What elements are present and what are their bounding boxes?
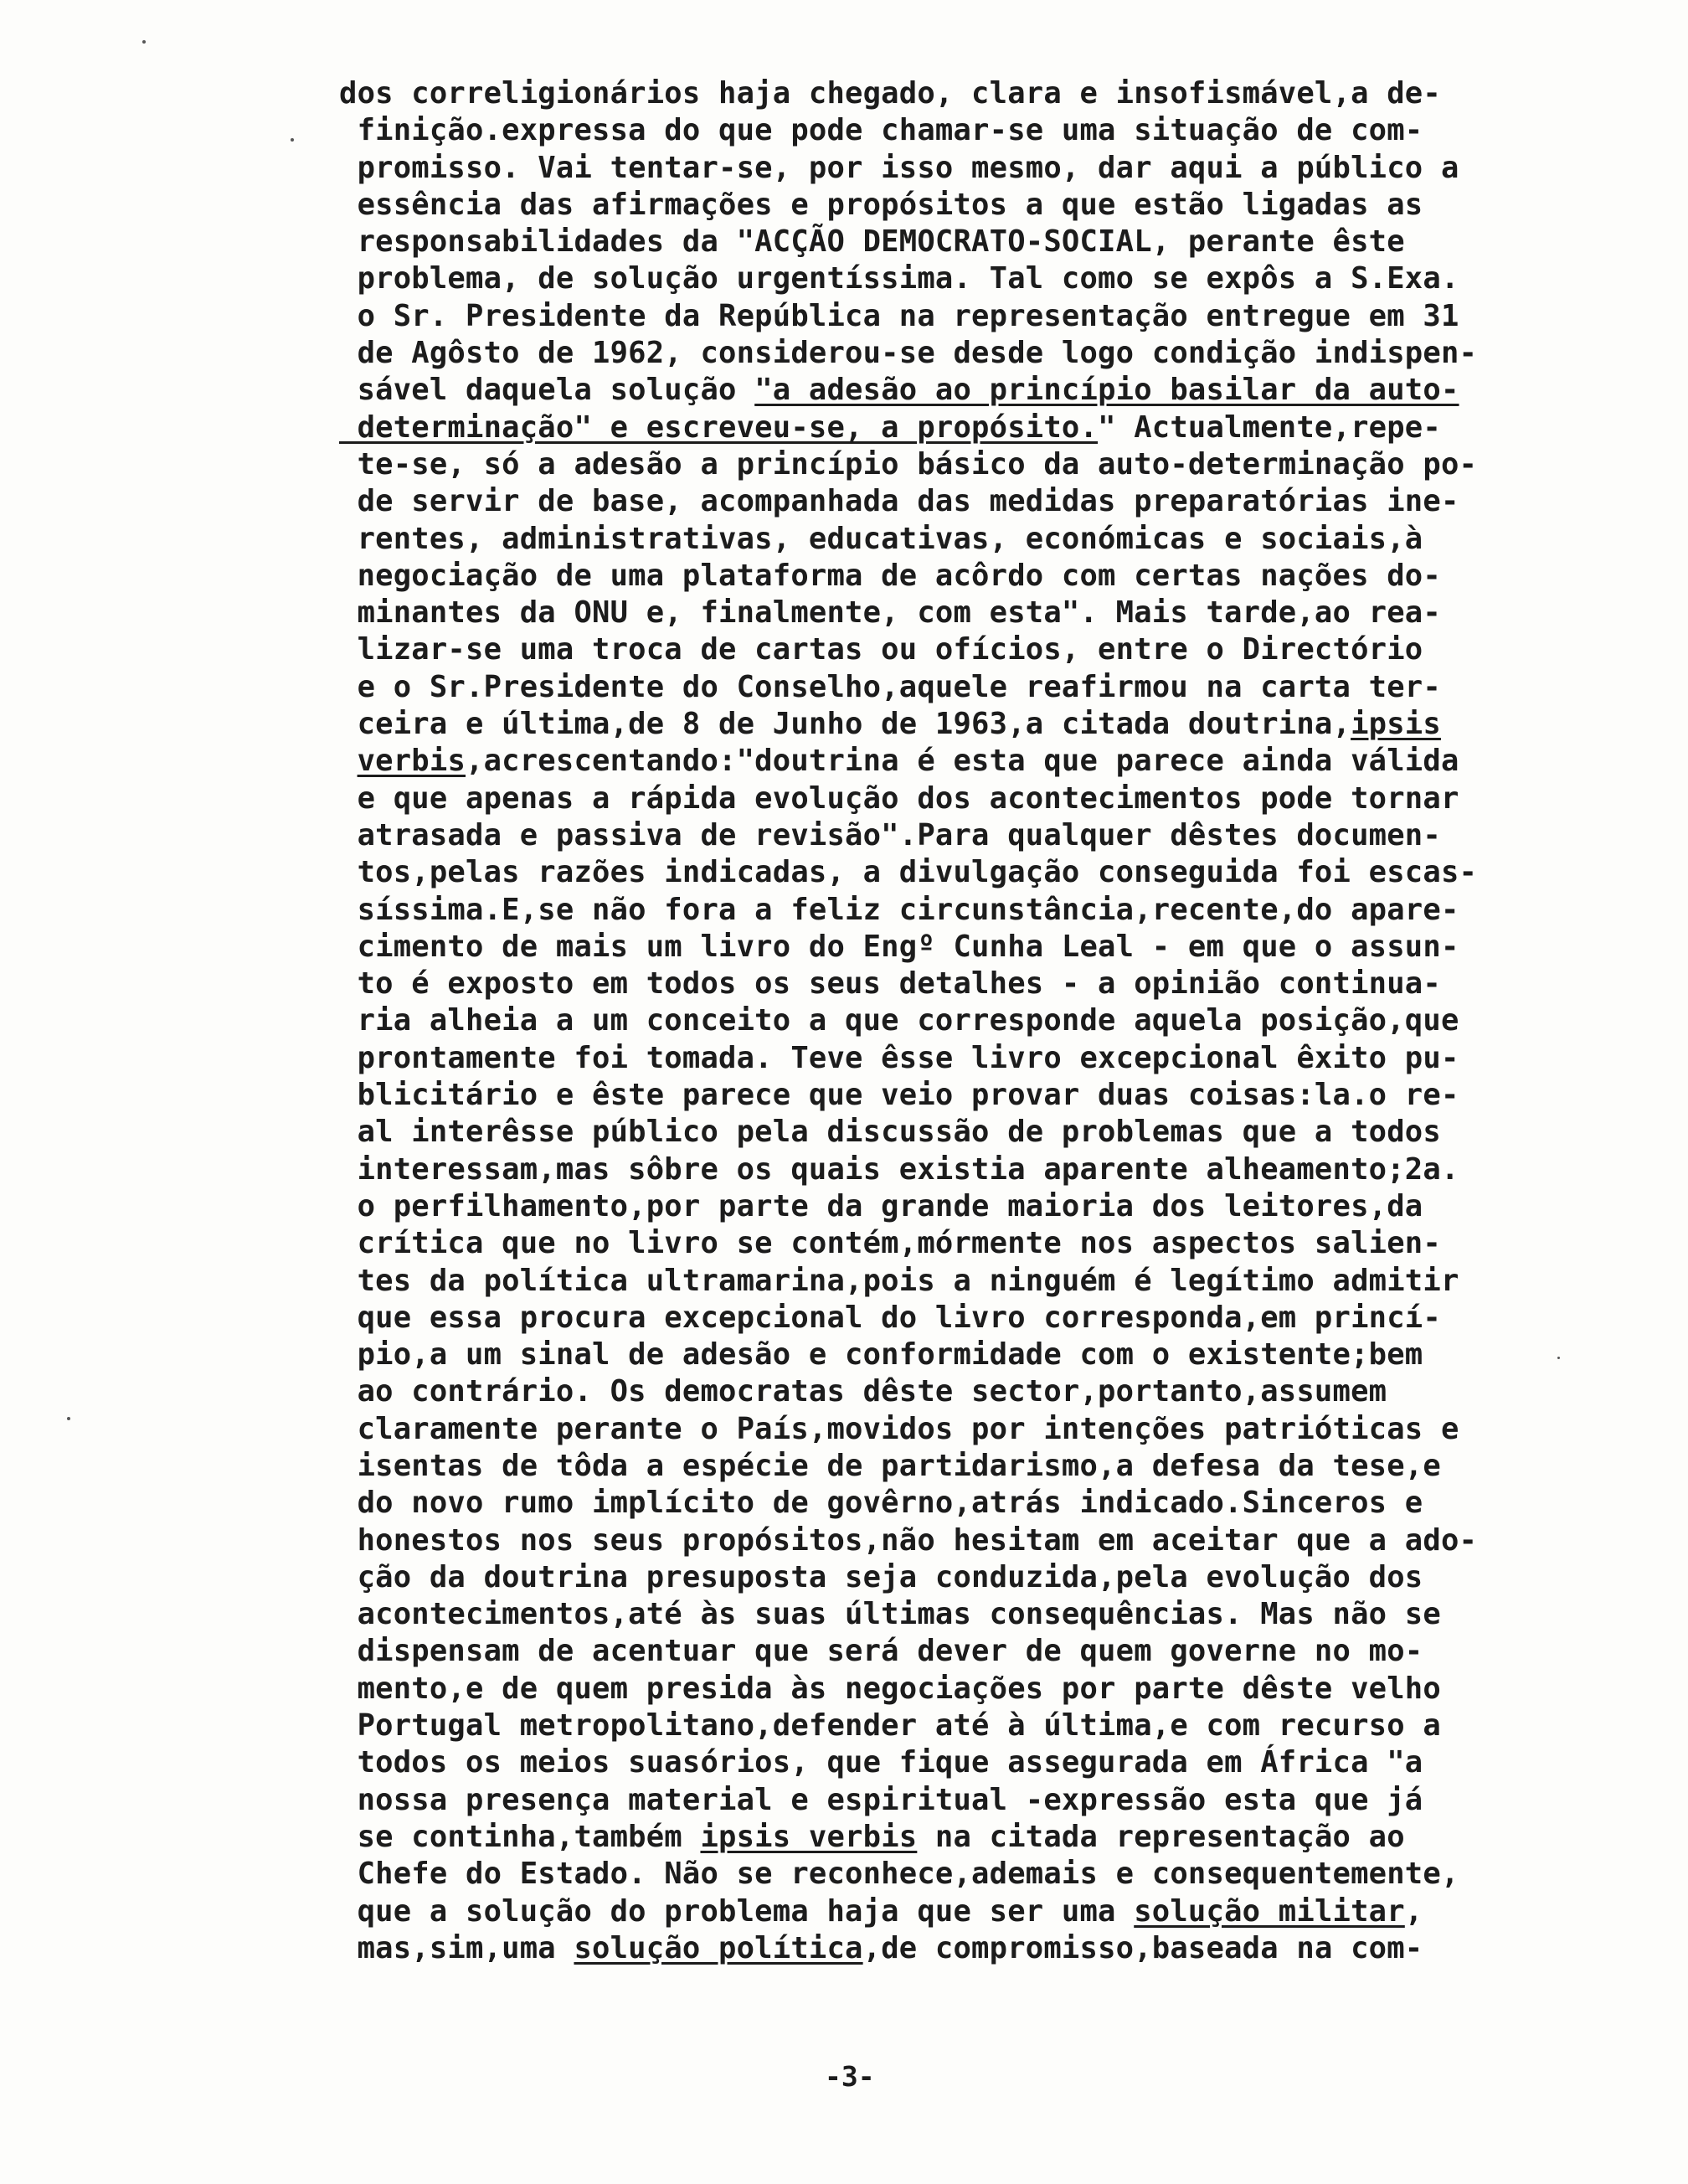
text-segment: do novo rumo implícito de govêrno,atrás indicado.Sinceros e xyxy=(339,1486,1423,1521)
text-segment: e o Sr.Presidente do Conselho,aquele reafirmou na carta ter- xyxy=(339,669,1441,704)
text-line xyxy=(339,150,1595,187)
text-line xyxy=(339,631,1595,668)
text-segment: que a solução do problema haja que ser uma xyxy=(339,1893,1135,1929)
underlined-phrase: solução política xyxy=(574,1930,863,1965)
text-line xyxy=(339,298,1595,335)
text-segment: ção da doutrina presuposta seja conduzida,pela evolução dos xyxy=(339,1559,1423,1594)
underlined-phrase: "a adesão ao princípio basilar da auto- xyxy=(754,373,1459,408)
text-segment: ria alheia a um conceito a que corresponde aquela posição,que xyxy=(339,1003,1459,1038)
text-segment: " Actualmente,repe- xyxy=(1098,410,1441,445)
text-line xyxy=(339,669,1595,706)
text-line xyxy=(339,75,1595,112)
text-segment: promisso. Vai tentar-se, por isso mesmo, dar aqui a público a xyxy=(339,150,1459,185)
text-line xyxy=(339,446,1595,483)
underlined-phrase: determinação" e escreveu-se, a propósito. xyxy=(339,410,1099,445)
text-segment: problema, de solução urgentíssima. Tal como se expôs a S.Exa. xyxy=(339,261,1459,296)
text-line xyxy=(339,1819,1595,1856)
text-line xyxy=(339,483,1595,520)
text-line xyxy=(339,706,1595,743)
text-segment: Chefe do Estado. Não se reconhece,ademais e consequentemente, xyxy=(339,1857,1459,1892)
text-segment: acontecimentos,até às suas últimas consequências. Mas não se xyxy=(339,1597,1441,1632)
text-segment: al interêsse público pela discussão de problemas que a todos xyxy=(339,1115,1441,1150)
text-line xyxy=(339,1485,1595,1522)
text-segment: rentes, administrativas, educativas, económicas e sociais,à xyxy=(339,521,1423,556)
text-segment: honestos nos seus propósitos,não hesitam em aceitar que a ado- xyxy=(339,1522,1478,1558)
underlined-phrase: ipsis verbis xyxy=(700,1819,918,1854)
text-line xyxy=(339,1411,1595,1448)
underlined-phrase: ipsis xyxy=(1351,707,1441,742)
text-segment: tes da política ultramarina,pois a ninguém é legítimo admitir xyxy=(339,1263,1459,1298)
text-segment: Portugal metropolitano,defender até à última,e com recurso a xyxy=(339,1708,1441,1744)
text-line xyxy=(339,1300,1595,1337)
text-segment: tos,pelas razões indicadas, a divulgação conseguida foi escas- xyxy=(339,855,1478,890)
text-segment: claramente perante o País,movidos por intenções patrióticas e xyxy=(339,1411,1459,1446)
scan-speck xyxy=(67,1417,70,1420)
text-segment: responsabilidades da "ACÇÃO DEMOCRATO-SOCIAL, perante êste xyxy=(339,224,1405,260)
text-line xyxy=(339,112,1595,149)
text-segment xyxy=(339,744,358,778)
text-line xyxy=(339,1002,1595,1039)
text-line xyxy=(339,817,1595,854)
text-segment: ceira e última,de 8 de Junho de 1963,a citada doutrina, xyxy=(339,707,1351,742)
text-segment: o perfilhamento,por parte da grande maioria dos leitores,da xyxy=(339,1188,1423,1223)
text-segment: mento,e de quem presida às negociações por parte dêste velho xyxy=(339,1671,1441,1706)
text-line xyxy=(339,1225,1595,1262)
text-line xyxy=(339,1708,1595,1744)
text-segment: to é exposto em todos os seus detalhes - a opinião continua- xyxy=(339,966,1441,1002)
text-segment: e que apenas a rápida evolução dos acontecimentos pode tornar xyxy=(339,780,1459,816)
text-line xyxy=(339,1077,1595,1114)
text-segment: essência das afirmações e propósitos a que estão ligadas as xyxy=(339,187,1423,222)
text-segment: minantes da ONU e, finalmente, com esta". Mais tarde,ao rea- xyxy=(339,595,1441,631)
text-segment: mas,sim,uma xyxy=(339,1930,574,1965)
text-segment: crítica que no livro se contém,mórmente nos aspectos salien- xyxy=(339,1226,1441,1261)
text-line xyxy=(339,335,1595,372)
text-line xyxy=(339,929,1595,966)
text-line xyxy=(339,558,1595,595)
text-line xyxy=(339,1856,1595,1893)
text-segment: , xyxy=(1404,1893,1423,1929)
text-segment: que essa procura excepcional do livro corresponda,em princí- xyxy=(339,1300,1441,1335)
text-segment: nossa presença material e espiritual -expressão esta que já xyxy=(339,1782,1423,1817)
scan-speck xyxy=(291,138,294,142)
text-line xyxy=(339,1263,1595,1300)
text-line xyxy=(339,187,1595,224)
text-segment: todos os meios suasórios, que fique assegurada em África "a xyxy=(339,1745,1423,1780)
text-segment: se continha,também xyxy=(339,1819,701,1854)
text-line xyxy=(339,1188,1595,1225)
text-line xyxy=(339,1930,1595,1967)
body-text xyxy=(339,75,1595,1967)
text-line xyxy=(339,780,1595,817)
text-line xyxy=(339,854,1595,891)
text-segment: ,acrescentando:"doutrina é esta que parece ainda válida xyxy=(466,744,1459,779)
text-line xyxy=(339,1337,1595,1373)
text-line xyxy=(339,1373,1595,1410)
text-line xyxy=(339,595,1595,631)
text-line xyxy=(339,410,1595,446)
text-segment: ,de compromisso,baseada na com- xyxy=(862,1930,1423,1965)
underlined-phrase: verbis xyxy=(357,744,466,779)
text-line xyxy=(339,1633,1595,1670)
text-segment: síssima.E,se não fora a feliz circunstância,recente,do apare- xyxy=(339,892,1459,927)
text-line xyxy=(339,1893,1595,1930)
text-segment: finição.expressa do que pode chamar-se uma situação de com- xyxy=(339,113,1423,148)
text-segment: lizar-se uma troca de cartas ou ofícios, entre o Directório xyxy=(339,632,1423,667)
text-segment: dos correligionários haja chegado, clara e insofismável,a de- xyxy=(339,76,1441,111)
text-segment: sável daquela solução xyxy=(339,373,755,408)
text-segment: cimento de mais um livro do Engº Cunha Leal - em que o assun- xyxy=(339,929,1459,964)
text-segment: prontamente foi tomada. Teve êsse livro excepcional êxito pu- xyxy=(339,1040,1459,1075)
text-line xyxy=(339,224,1595,260)
underlined-phrase: solução militar xyxy=(1134,1893,1405,1929)
text-line xyxy=(339,1782,1595,1819)
text-line xyxy=(339,1448,1595,1485)
text-segment: pio,a um sinal de adesão e conformidade com o existente;bem xyxy=(339,1337,1423,1373)
text-line xyxy=(339,1744,1595,1781)
text-segment: negociação de uma plataforma de acôrdo com certas nações do- xyxy=(339,558,1441,593)
text-line xyxy=(339,1671,1595,1708)
text-segment: interessam,mas sôbre os quais existia aparente alheamento;2a. xyxy=(339,1151,1459,1187)
text-line xyxy=(339,966,1595,1002)
text-line xyxy=(339,521,1595,558)
text-segment: isentas de tôda a espécie de partidarismo,a defesa da tese,e xyxy=(339,1448,1441,1483)
text-line xyxy=(339,1151,1595,1188)
text-line xyxy=(339,1596,1595,1633)
page-number: -3- xyxy=(825,2060,875,2093)
text-line xyxy=(339,1559,1595,1596)
text-segment: de servir de base, acompanhada das medidas preparatórias ine- xyxy=(339,484,1459,519)
text-line xyxy=(339,743,1595,780)
text-segment: de Agôsto de 1962, considerou-se desde logo condição indispen- xyxy=(339,336,1478,371)
scan-speck xyxy=(142,40,146,44)
text-segment: o Sr. Presidente da República na representação entregue em 31 xyxy=(339,298,1459,333)
text-segment: te-se, só a adesão a princípio básico da auto-determinação po- xyxy=(339,446,1478,482)
text-line xyxy=(339,1522,1595,1559)
text-line xyxy=(339,1040,1595,1077)
text-segment: atrasada e passiva de revisão".Para qualquer dêstes documen- xyxy=(339,817,1441,852)
text-segment: blicitário e êste parece que veio provar duas coisas:la.o re- xyxy=(339,1078,1459,1113)
scan-speck xyxy=(1557,1357,1560,1359)
text-line xyxy=(339,892,1595,929)
text-line xyxy=(339,1114,1595,1151)
text-line xyxy=(339,372,1595,409)
text-line xyxy=(339,260,1595,297)
text-segment: ao contrário. Os democratas dêste sector,portanto,assumem xyxy=(339,1374,1387,1409)
text-segment: na citada representação ao xyxy=(917,1819,1405,1854)
text-segment: dispensam de acentuar que será dever de quem governe no mo- xyxy=(339,1634,1423,1669)
